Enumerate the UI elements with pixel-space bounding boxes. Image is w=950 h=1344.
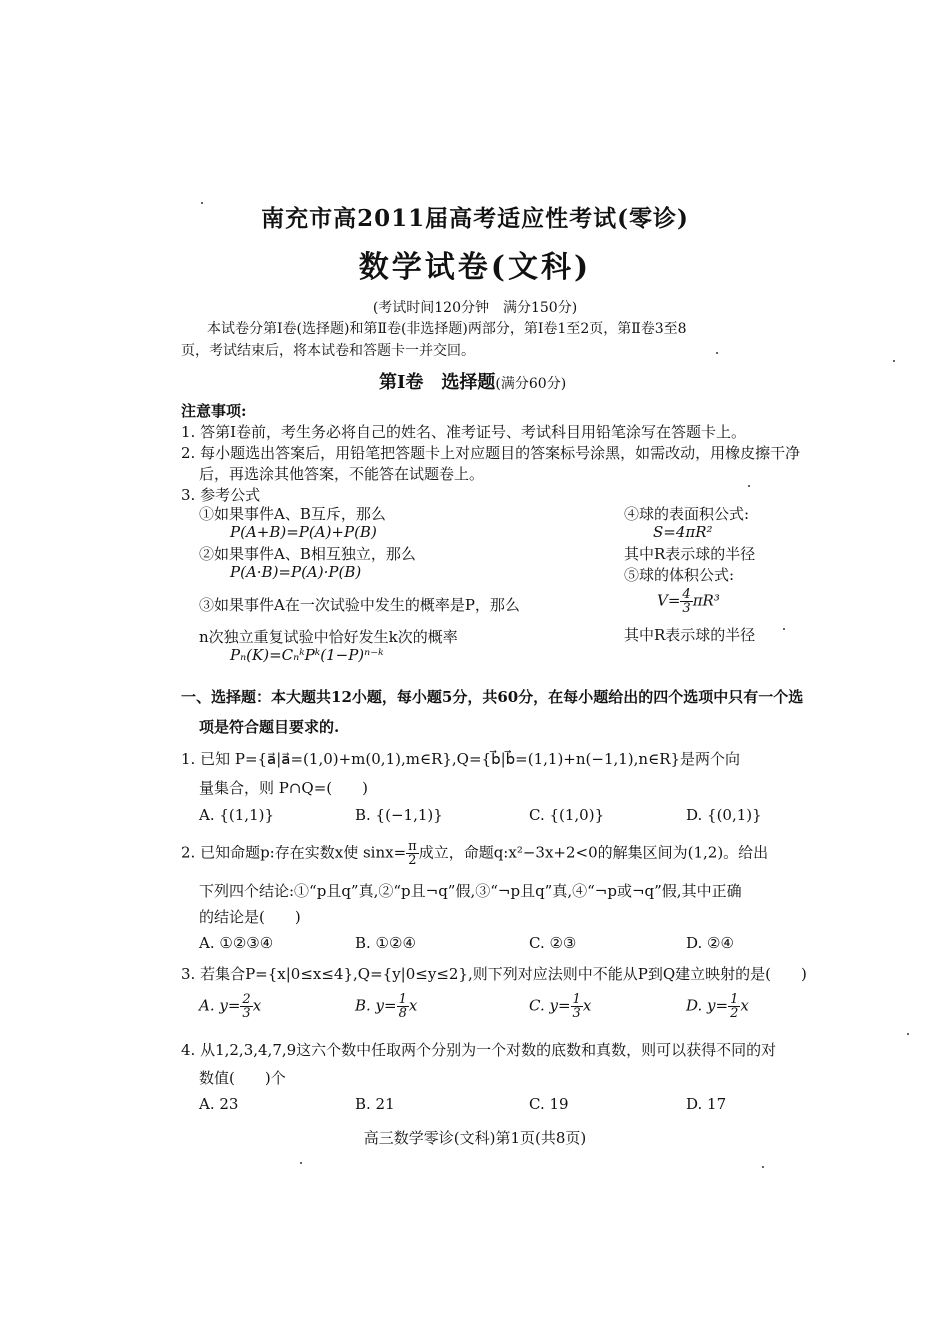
section-title: 第Ⅰ卷 选择题	[379, 372, 496, 393]
fraction: $\frac{2}{3}$	[242, 992, 251, 1021]
note-item-1: 1. 答第Ⅰ卷前，考生务必将自己的姓名、准考证号、考试科目用铅笔涂写在答题卡上。	[181, 423, 747, 441]
formula-4-note: 其中R表示球的半径	[624, 545, 756, 563]
part1-line-1: 一、选择题：本大题共12小题，每小题5分，共60分，在每小题给出的四个选项中只有一个选	[181, 688, 804, 706]
exam-time-info: (考试时间120分钟 满分150分)	[372, 300, 578, 316]
question-4-option-a: A. 23	[199, 1095, 239, 1113]
note-item-2-line-1: 2. 每小题选出答案后，用铅笔把答题卡上对应题目的答案标号涂黑，如需改动，用橡皮擦干净	[181, 444, 801, 462]
question-3-option-d: D. y= $\frac{1}{2}$ x	[686, 992, 749, 1021]
page-footer: 高三数学零诊(文科)第1页(共8页)	[363, 1129, 587, 1147]
question-1-option-c: C. {(1,0)}	[529, 806, 605, 824]
question-1-option-d: D. {(0,1)}	[686, 806, 762, 824]
intro-line-2: 页，考试结束后，将本试卷和答题卡一并交回。	[181, 343, 475, 359]
fraction: $\frac{4}{3}$	[682, 587, 691, 616]
exam-subject-title: 数学试卷(文科)	[358, 250, 592, 285]
scan-speck	[716, 352, 718, 354]
question-2-line-2: 下列四个结论:①“p且q”真,②“p且¬q”假,③“¬p且q”真,④“¬p或¬q”假,其中正确	[199, 882, 742, 900]
scan-speck	[300, 1162, 302, 1164]
question-3-line-1: 3. 若集合P={x|0≤x≤4},Q={y|0≤y≤2},则下列对应法则中不能从P到Q建立映射的是( )	[181, 965, 807, 983]
formula-2-equation: P(A·B)=P(A)·P(B)	[230, 563, 362, 581]
formula-1-text: ①如果事件A、B互斥，那么	[199, 505, 386, 523]
formula-5-note: 其中R表示球的半径	[624, 626, 756, 644]
formula-1-equation: P(A+B)=P(A)+P(B)	[230, 523, 377, 541]
notes-heading: 注意事项:	[181, 402, 247, 420]
formula-3-text-2: n次独立重复试验中恰好发生k次的概率	[199, 628, 458, 646]
scan-speck	[748, 485, 750, 487]
question-2-line-1: 2. 已知命题p:存在实数x使 sinx= $\frac{\pi}{2}$ 成立，命题q:x²−3x+2<0的解集区间为(1,2)。给出	[181, 839, 769, 868]
section-note: (满分60分)	[495, 376, 567, 392]
question-4-option-b: B. 21	[355, 1095, 395, 1113]
scan-speck	[907, 1033, 909, 1035]
question-4-line-2: 数值( )个	[199, 1069, 286, 1087]
fraction: $\frac{1}{8}$	[398, 992, 407, 1021]
intro-line-1: 本试卷分第Ⅰ卷(选择题)和第Ⅱ卷(非选择题)两部分，第Ⅰ卷1至2页，第Ⅱ卷3至8	[207, 321, 687, 337]
part1-line-2: 项是符合题目要求的.	[199, 718, 340, 736]
fraction: $\frac{1}{2}$	[730, 992, 739, 1021]
formula-3-equation: Pₙ(K)=CₙᵏPᵏ(1−P)ⁿ⁻ᵏ	[230, 646, 384, 664]
question-2-option-a: A. ①②③④	[199, 934, 274, 952]
formula-4-equation: S=4πR²	[653, 523, 713, 541]
scan-speck	[201, 202, 203, 204]
fraction: $\frac{1}{3}$	[572, 992, 581, 1021]
formula-2-text: ②如果事件A、B相互独立，那么	[199, 545, 416, 563]
formula-5-text: ⑤球的体积公式:	[624, 566, 735, 584]
note-item-3: 3. 参考公式	[181, 486, 261, 504]
question-3-option-a: A. y= $\frac{2}{3}$ x	[199, 992, 262, 1021]
scan-speck	[783, 628, 785, 630]
section-heading	[379, 368, 566, 394]
note-item-2-line-2: 后，再选涂其他答案，不能答在试题卷上。	[199, 465, 485, 483]
question-2-option-d: D. ②④	[686, 934, 734, 952]
question-1-line-1: 1. 已知 P={a⃗|a⃗=(1,0)+m(0,1),m∈R},Q={b⃗|b⃗=(1,1)+n(−1,1),n∈R}是两个向	[181, 750, 741, 768]
fraction: $\frac{\pi}{2}$	[408, 839, 417, 868]
formula-5-equation: V= $\frac{4}{3}$ πR³	[657, 587, 720, 616]
question-2-option-c: C. ②③	[529, 934, 577, 952]
question-4-option-c: C. 19	[529, 1095, 569, 1113]
formula-3-text: ③如果事件A在一次试验中发生的概率是P，那么	[199, 596, 520, 614]
scan-speck	[762, 1166, 764, 1168]
question-1-option-b: B. {(−1,1)}	[355, 806, 443, 824]
question-2-option-b: B. ①②④	[355, 934, 416, 952]
question-1-line-2: 量集合，则 P∩Q=( )	[199, 779, 368, 797]
formula-4-text: ④球的表面积公式:	[624, 505, 750, 523]
question-3-option-c: C. y= $\frac{1}{3}$ x	[529, 992, 592, 1021]
scan-speck	[893, 360, 895, 362]
exam-title: 南充市高2011届高考适应性考试(零诊)	[261, 205, 689, 232]
question-2-line-3: 的结论是( )	[199, 908, 301, 926]
question-4-line-1: 4. 从1,2,3,4,7,9这六个数中任取两个分别为一个对数的底数和真数，则可以获得不同的对	[181, 1041, 777, 1059]
question-1-option-a: A. {(1,1)}	[199, 806, 275, 824]
question-3-option-b: B. y= $\frac{1}{8}$ x	[355, 992, 418, 1021]
question-4-option-d: D. 17	[686, 1095, 727, 1113]
